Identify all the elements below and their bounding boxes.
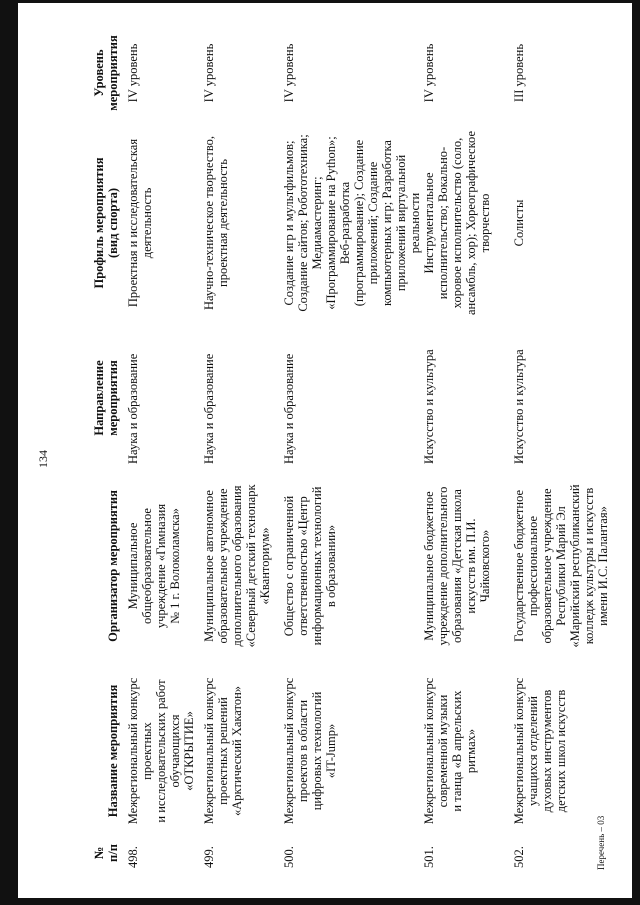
header-profile: Профиль мероприятия (вид спорта) (92, 157, 120, 289)
event-level: IV уровень (202, 43, 216, 103)
event-direction: Искусство и культура (512, 349, 526, 464)
event-name: Межрегиональный конкурс проектов в области цифровых технологий «IT-Jump» (282, 677, 338, 825)
event-organizer: Общество с ограниченной ответственностью «Центр информационных технологий в образовании» (282, 486, 338, 646)
event-name: Межрегиональный конкурс современной музыки и танца «В апрельских ритмах» (422, 677, 478, 825)
scan-border-top (0, 0, 640, 3)
rotated-document-page (36, 30, 620, 870)
table-row (422, 30, 512, 870)
event-level: IV уровень (282, 43, 296, 103)
event-name: Межрегиональный конкурс проектных и исследовательских работ обучающихся «ОТКРЫТИЕ» (126, 677, 196, 825)
header-name: Название мероприятия (106, 684, 120, 818)
table-row (282, 30, 422, 870)
event-profile: Инструментальное исполнительство; Вокально- хоровое исполнительство (соло, ансамбль, хор); Хореографическое творчество (422, 131, 492, 316)
event-organizer: Муниципальное бюджетное учреждение дополнительного образования «Детская школа искусств им. П.И. Чайковского» (422, 486, 492, 646)
events-table (54, 30, 610, 870)
row-number: 499. (202, 846, 216, 868)
event-profile: Проектная и исследовательская деятельность (126, 138, 154, 308)
table-header-row (54, 30, 126, 870)
table-row (202, 30, 282, 870)
header-num: № п/п (92, 844, 120, 862)
header-level: Уровень мероприятия (92, 35, 120, 111)
event-name: Межрегиональный конкурс проектных решений «Арктический Хакатон» (202, 677, 244, 825)
header-organizer: Организатор мероприятия (106, 490, 120, 642)
event-profile: Солисты (512, 199, 526, 247)
event-direction: Наука и образование (126, 353, 140, 464)
event-level: III уровень (512, 43, 526, 103)
scan-border-left (0, 0, 18, 905)
row-number: 498. (126, 846, 140, 868)
scan-border-bottom (0, 898, 640, 905)
table-row (512, 30, 610, 870)
event-level: IV уровень (126, 43, 140, 103)
document-footer: Перечень – 03 (596, 815, 606, 870)
event-profile: Научно-техническое творчество, проектная деятельность (202, 135, 230, 311)
scan-border-right (632, 0, 640, 905)
table-row (126, 30, 202, 870)
row-number: 500. (282, 846, 296, 868)
page-number: 134 (36, 450, 50, 468)
header-direction: Направление мероприятия (92, 360, 120, 436)
event-organizer: Государственное бюджетное профессиональное образовательное учреждение Республики Марий Эл «Марийский республиканский колледж культуры и искусств имени И.С. Палантая» (512, 484, 610, 648)
event-profile: Создание игр и мультфильмов; Создание сайтов; Робототехника; Медиамастеринг; «Программирование на Python»; Веб-разработка (программирование); Создание приложений; Создание компьютерных игр; Разработка приложений виртуальной реальности (282, 134, 422, 312)
event-organizer: Муниципальное автономное образовательное учреждение дополнительного образования «Северный детский технопарк «Кванториум» (202, 484, 272, 648)
event-direction: Наука и образование (202, 353, 216, 464)
event-direction: Наука и образование (282, 353, 296, 464)
event-organizer: Муниципальное общеобразовательное учреждение «Гимназия № 1 г. Волоколамска» (126, 503, 182, 629)
event-name: Межрегиональный конкурс учащихся отделений духовых инструментов детских школ искусств (512, 677, 568, 825)
row-number: 502. (512, 846, 526, 868)
event-level: IV уровень (422, 43, 436, 103)
event-direction: Искусство и культура (422, 349, 436, 464)
row-number: 501. (422, 846, 436, 868)
